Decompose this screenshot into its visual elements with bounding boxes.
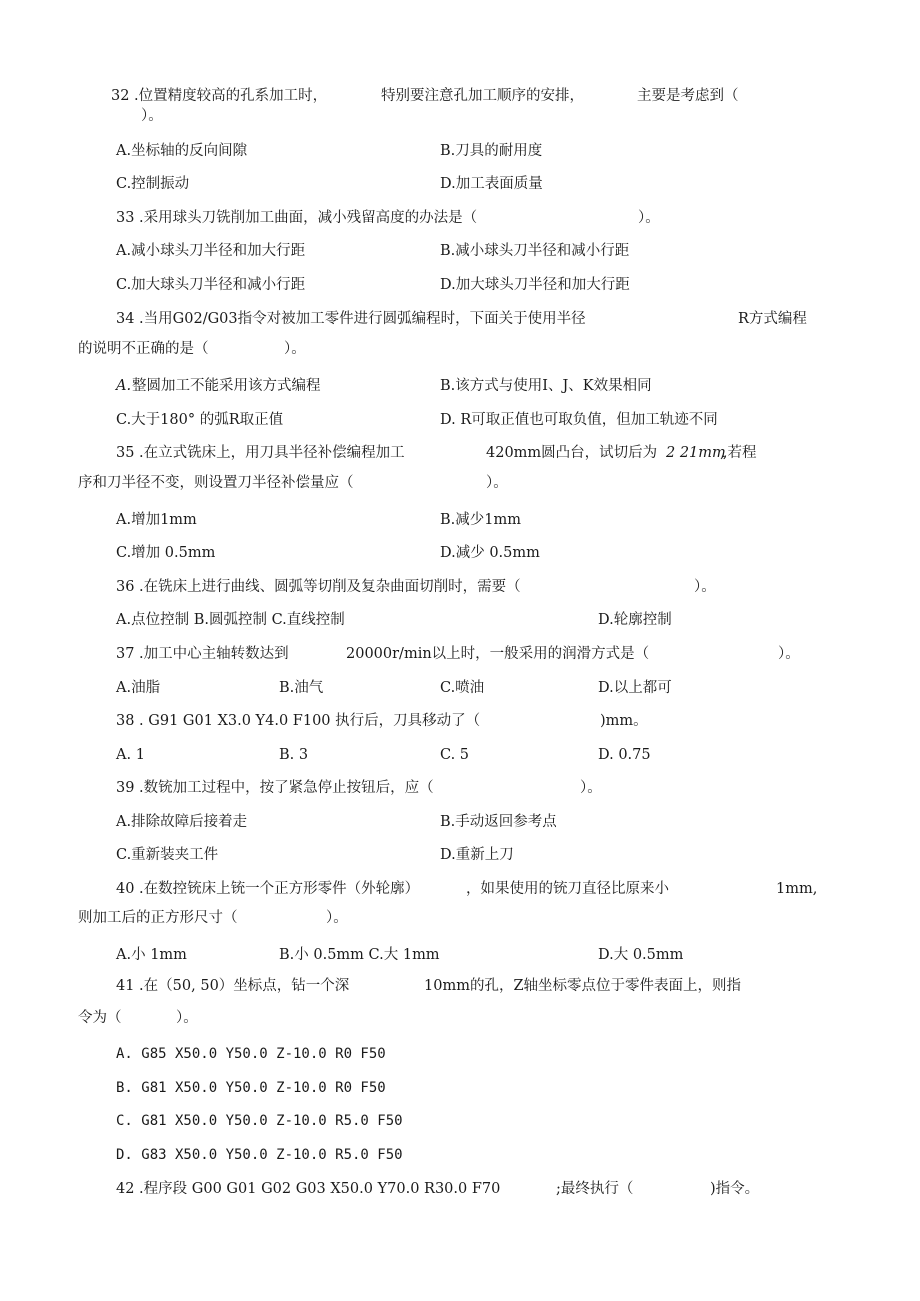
q37-option-d: D.以上都可 [598,680,672,696]
q37-option-b: B.油气 [279,680,324,696]
q34-option-a: 整圆加工不能采用该方式编程 [132,378,321,394]
q39-option-d: D.重新上刀 [440,847,514,863]
q34-option-d: D. R可取正值也可取负值，但加工轨迹不同 [440,412,718,428]
q38-option-a: A. 1 [116,747,145,763]
q37-option-a: A.油脂 [116,680,161,696]
q34-option-c: C.大于180° 的弧R取正值 [116,412,284,428]
q33-option-b: B.减小球头刀半径和减小行距 [440,243,630,259]
q38-option-c: C. 5 [440,747,470,763]
q34-option-b: B.该方式与使用I、J、K效果相同 [440,378,652,394]
q32-option-c: C.控制振动 [116,176,190,192]
q36-option-d: D.轮廓控制 [598,612,672,628]
q39-option-c: C.重新装夹工件 [116,847,219,863]
q35-option-c: C.增加 0.5mm [116,545,216,561]
q33-option-d: D.加大球头刀半径和加大行距 [440,277,630,293]
q42-stem-b: ;最终执行（ [556,1181,634,1197]
q32-stem-d: ）。 [141,108,163,124]
q39-stem-b: ）。 [580,780,602,796]
q35-option-b: B.减少1mm [440,512,521,528]
q33-option-c: C.加大球头刀半径和减小行距 [116,277,306,293]
q40-option-a: A.小 1mm [116,947,187,963]
q35-stem-a: 35 .在立式铣床上，用刀具半径补偿编程加工 [116,445,405,461]
q32-stem-b: 特别要注意孔加工顺序的安排， [381,88,584,104]
q35-stem-f: ）。 [486,475,508,491]
q35-stem-b: 420mm圆凸台，试切后为 [486,445,658,461]
q36-stem-a: 36 .在铣床上进行曲线、圆弧等切削及复杂曲面切削时，需要（ [116,579,521,595]
q33-option-a: A.减小球头刀半径和加大行距 [116,243,306,259]
q35-stem-d: „若程 [720,445,757,461]
q33-stem-a: 33 .采用球头刀铣削加工曲面，减小残留高度的办法是（ [116,210,478,226]
q34-option-a-letter: A. [116,378,132,394]
q40-stem-d: 则加工后的正方形尺寸（ [78,910,238,926]
q42-stem-c: )指令。 [710,1181,760,1197]
q39-option-b: B.手动返回参考点 [440,814,557,830]
q32-option-a: A.坐标轴的反向间隙 [116,143,248,159]
q37-option-c: C.喷油 [440,680,485,696]
q38-option-b: B. 3 [279,747,309,763]
q41-option-b: B. G81 X50.0 Y50.0 Z-10.0 R0 F50 [116,1080,386,1096]
q38-stem-b: )mm。 [600,713,648,729]
q35-stem-e: 序和刀半径不变，则设置刀半径补偿量应（ [78,475,354,491]
q35-option-d: D.减少 0.5mm [440,545,540,561]
q32-stem-c: 主要是考虑到（ [637,88,739,104]
q40-stem-b: ，如果使用的铳刀直径比原来小 [466,881,669,897]
q40-option-d: D.大 0.5mm [598,947,684,963]
q32-stem-a: 32 .位置精度较高的孔系加工时， [111,88,328,104]
q34-stem-b: R方式编程 [738,311,807,327]
q41-option-d: D. G83 X50.0 Y50.0 Z-10.0 R5.0 F50 [116,1147,403,1163]
q40-stem-c: 1mm, [776,881,818,897]
q32-option-b: B.刀具的耐用度 [440,143,543,159]
q38-option-d: D. 0.75 [598,747,651,763]
q37-stem-c: ）。 [778,646,800,662]
q41-stem-c: 令为（ [78,1010,122,1026]
q35-stem-c: 2 21mm [666,445,726,461]
q34-stem-a: 34 .当用G02/G03指令对被加工零件进行圆弧编程时，下面关于使用半径 [116,311,586,327]
q36-option-abc: A.点位控制 B.圆弧控制 C.直线控制 [116,612,345,628]
q41-option-c: C. G81 X50.0 Y50.0 Z-10.0 R5.0 F50 [116,1113,403,1129]
q41-stem-a: 41 .在（50, 50）坐标点，钻一个深 [116,978,350,994]
q37-stem-a: 37 .加工中心主轴转数达到 [116,646,289,662]
q39-option-a: A.排除故障后接着走 [116,814,248,830]
q41-stem-b: 10mm的孔，Z轴坐标零点位于零件表面上，则指 [424,978,742,994]
q37-stem-b: 20000r/min以上时，一般采用的润滑方式是（ [346,646,650,662]
q40-stem-e: ）。 [326,910,348,926]
q41-stem-d: ）。 [176,1010,198,1026]
q36-stem-b: ）。 [694,579,716,595]
q34-stem-d: ）。 [284,341,306,357]
q34-stem-c: 的说明不正确的是（ [78,341,209,357]
q42-stem-a: 42 .程序段 G00 G01 G02 G03 X50.0 Y70.0 R30.0 F70 [116,1181,501,1197]
q33-stem-b: ）。 [638,210,660,226]
q35-option-a: A.增加1mm [116,512,197,528]
q38-stem-a: 38 . G91 G01 X3.0 Y4.0 F100 执行后，刀具移动了（ [116,713,481,729]
q32-option-d: D.加工表面质量 [440,176,543,192]
q40-option-bc: B.小 0.5mm C.大 1mm [279,947,440,963]
q39-stem-a: 39 .数铳加工过程中，按了紧急停止按钮后，应（ [116,780,434,796]
q40-stem-a: 40 .在数控铳床上铳一个正方形零件（外轮廓） [116,881,420,897]
q41-option-a: A. G85 X50.0 Y50.0 Z-10.0 R0 F50 [116,1046,386,1062]
